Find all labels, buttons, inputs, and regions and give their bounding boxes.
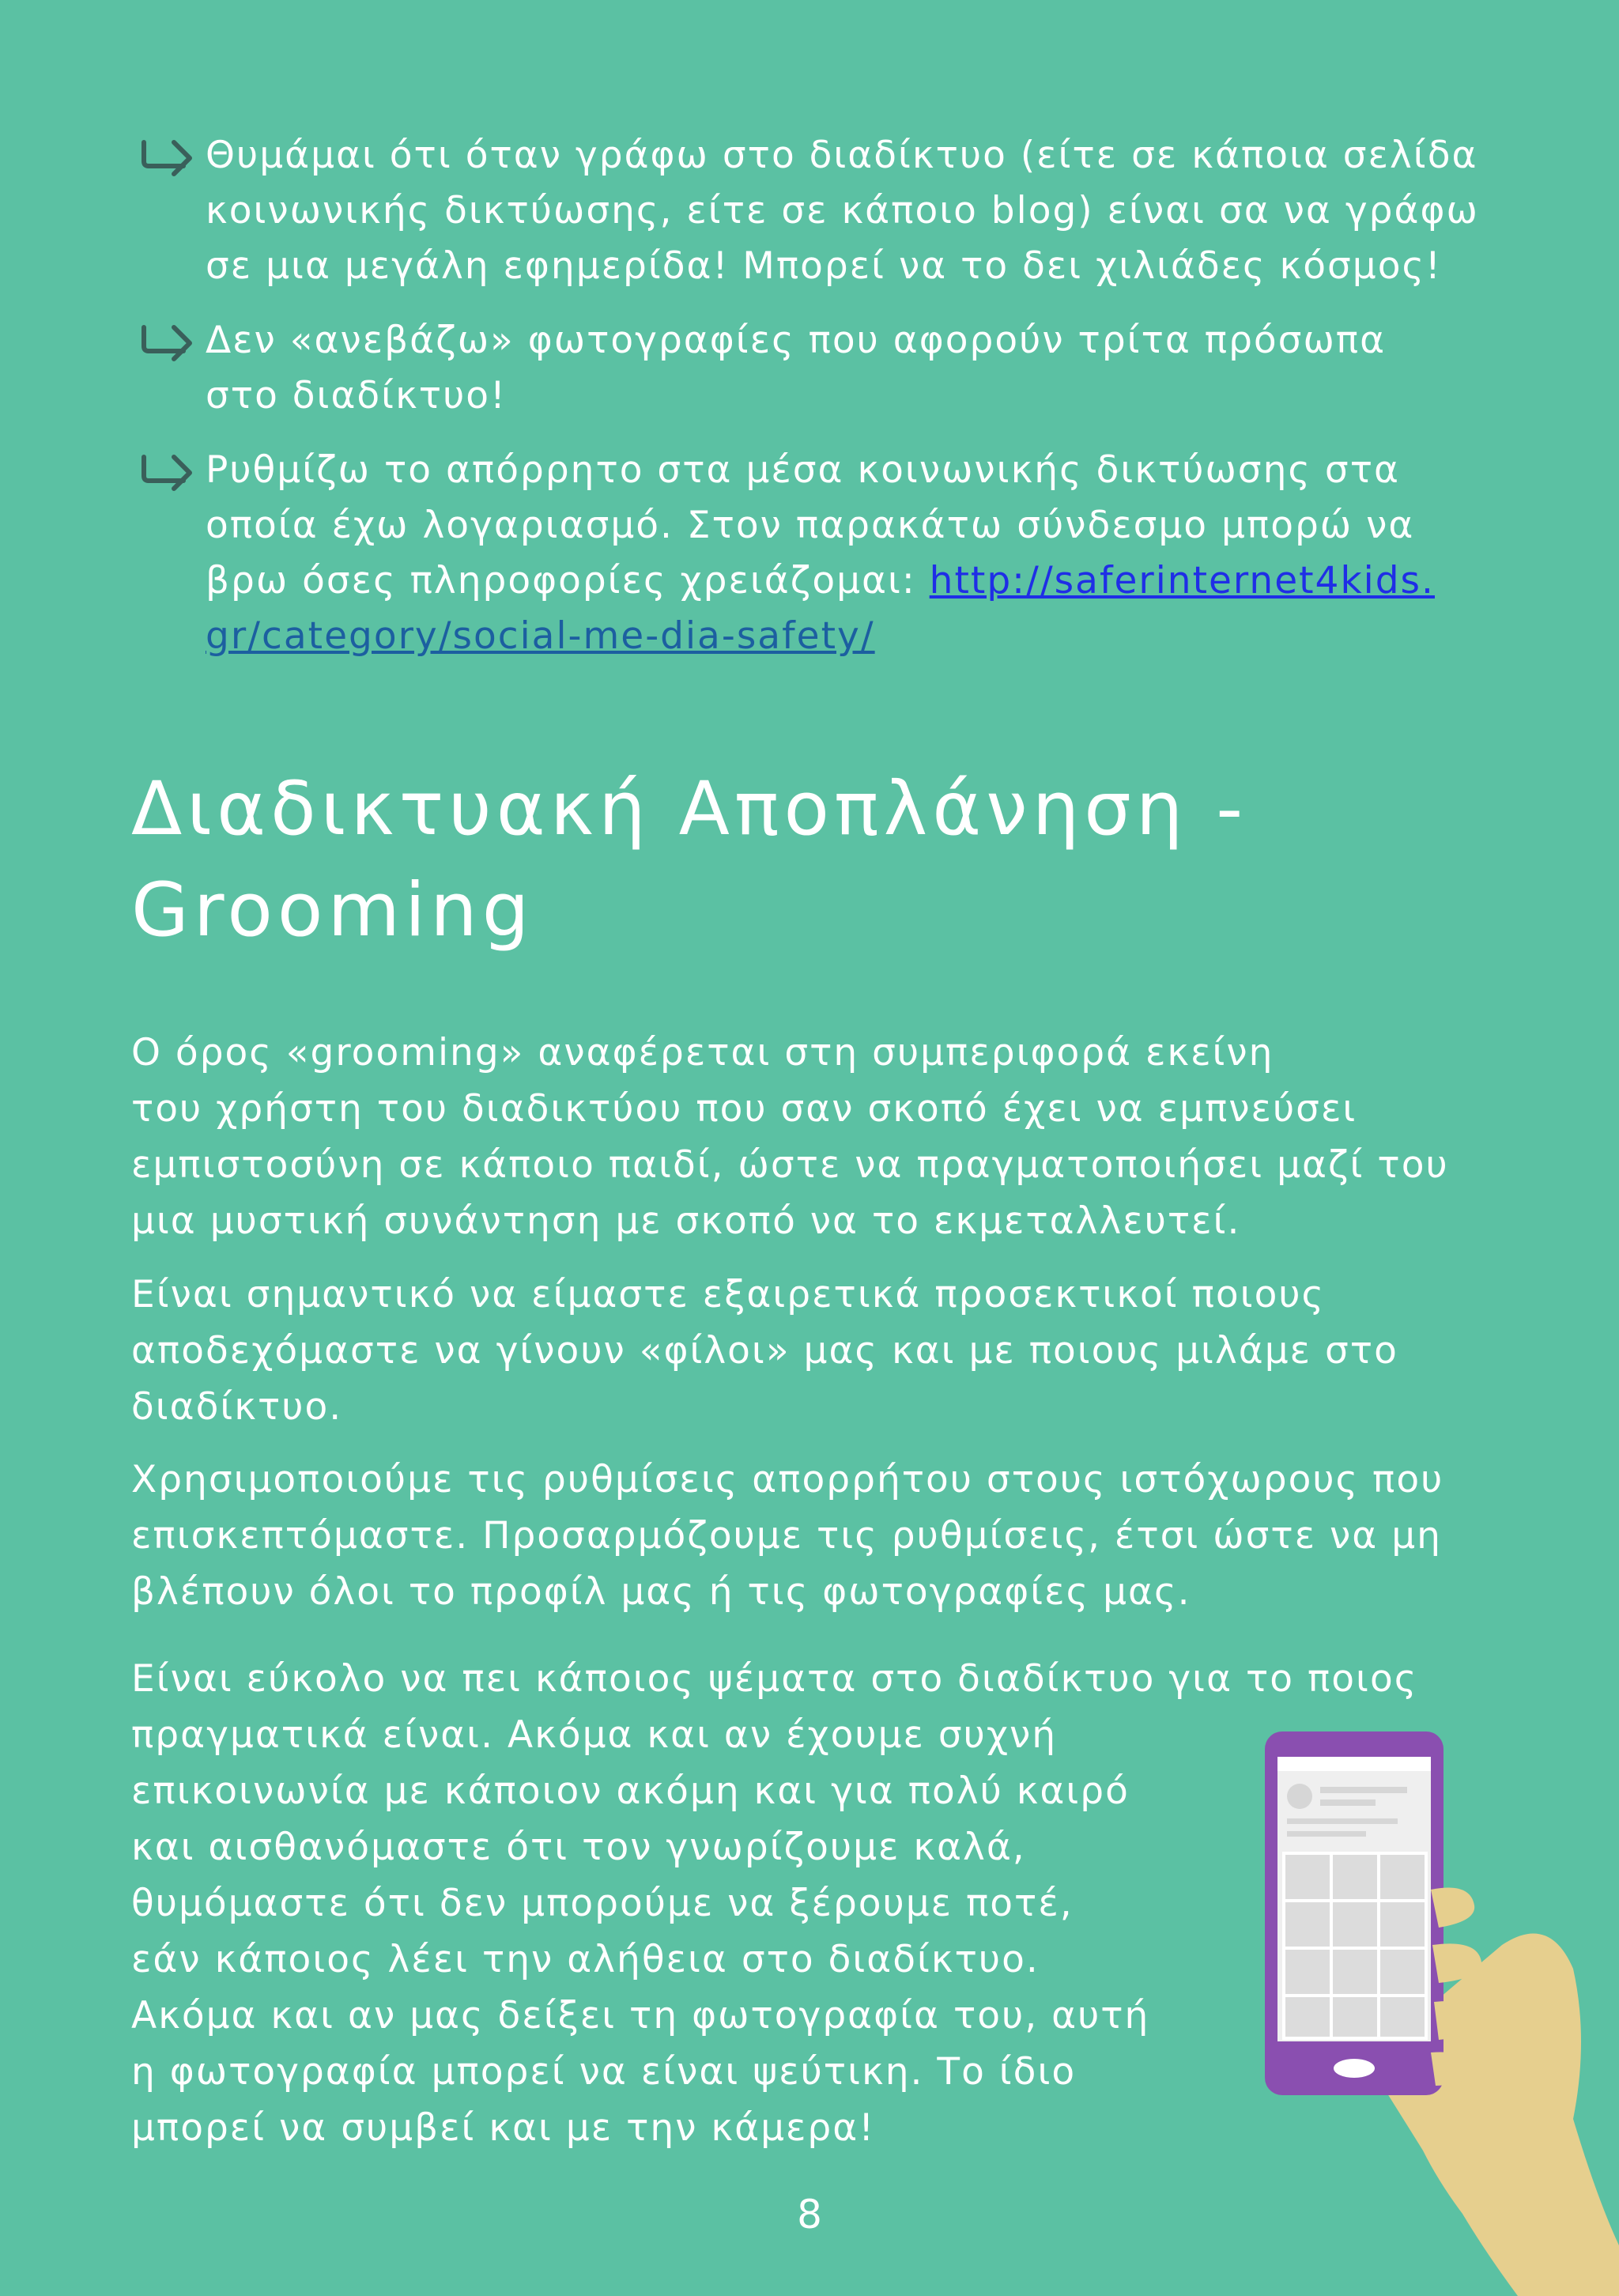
- paragraph-line: βλέπουν όλοι το προφίλ μας ή τις φωτογραφίες μας.: [131, 1570, 1191, 1614]
- bullet-text-line-with-link: [206, 553, 1494, 609]
- bullet-text-line: Ρυθμίζω το απόρρητο στα μέσα κοινωνικής δικτύωσης στα: [206, 448, 1400, 492]
- hand-holding-phone-illustration: [1202, 1708, 1619, 2296]
- bullet-text-line: Θυμάμαι ότι όταν γράφω στο διαδίκτυο (είτε σε κάποια σελίδα: [206, 134, 1478, 177]
- paragraph-line: θυμόμαστε ότι δεν μπορούμε να ξέρουμε ποτέ,: [131, 1882, 1074, 1925]
- bullet-item: [134, 443, 1494, 664]
- page-number: 8: [797, 2192, 822, 2237]
- paragraph-line: πραγματικά είναι. Ακόμα και αν έχουμε συχνή: [131, 1713, 1058, 1757]
- paragraph-line: εμπιστοσύνη σε κάποιο παιδί, ώστε να πραγματοποιήσει μαζί του: [131, 1143, 1449, 1187]
- heading-line: Διαδικτυακή Αποπλάνηση -: [131, 766, 1248, 852]
- bullet-text-fragment: βρω όσες πληροφορίες χρειάζομαι:: [206, 559, 930, 602]
- bullet-item: [134, 128, 1494, 294]
- bullet-text-line: οποία έχω λογαριασμό. Στον παρακάτω σύνδεσμο μπορώ να: [206, 504, 1415, 547]
- paragraph-line: Χρησιμοποιούμε τις ρυθμίσεις απορρήτου στους ιστόχωρους που: [131, 1458, 1444, 1501]
- arrow-right-icon: [139, 452, 199, 493]
- paragraph-line: επισκεπτόμαστε. Προσαρμόζουμε τις ρυθμίσεις, έτσι ώστε να μη: [131, 1514, 1442, 1558]
- paragraph-grooming-definition: [131, 1025, 1449, 1249]
- saferinternet-link-continued[interactable]: gr/category/social-me-dia-safety/: [206, 614, 875, 658]
- paragraph-line: αποδεχόμαστε να γίνουν «φίλοι» μας και με ποιους μιλάμε στο: [131, 1329, 1398, 1373]
- paragraph-line: εάν κάποιος λέει την αλήθεια στο διαδίκτυο.: [131, 1938, 1040, 1981]
- paragraph-line: Ακόμα και αν μας δείξει τη φωτογραφία του, αυτή: [131, 1994, 1150, 2037]
- arrow-right-icon: [139, 138, 199, 179]
- heading-line: Grooming: [131, 867, 534, 954]
- bullet-list: [134, 128, 1494, 683]
- saferinternet-link[interactable]: http://saferinternet4kids.: [929, 559, 1435, 602]
- paragraph-privacy-settings: [131, 1452, 1444, 1620]
- paragraph-line: μπορεί να συμβεί και με την κάμερα!: [131, 2106, 876, 2150]
- section-heading: [131, 759, 1247, 961]
- paragraph-line: Είναι σημαντικό να είμαστε εξαιρετικά προσεκτικοί ποιους: [131, 1273, 1326, 1316]
- bullet-item: [134, 313, 1494, 424]
- paragraph-line: του χρήστη του διαδικτύου που σαν σκοπό έχει να εμπνεύσει: [131, 1087, 1357, 1131]
- paragraph-careful-friends: [131, 1267, 1398, 1435]
- paragraph-line: η φωτογραφία μπορεί να είναι ψεύτικη. Το ίδιο: [131, 2050, 1077, 2094]
- arrow-right-icon: [139, 323, 199, 364]
- bullet-link-line: [206, 609, 1494, 664]
- paragraph-line: Είναι εύκολο να πει κάποιος ψέματα στο διαδίκτυο για το ποιος: [131, 1657, 1418, 1701]
- paragraph-line: και αισθανόμαστε ότι τον γνωρίζουμε καλά,: [131, 1826, 1026, 1869]
- paragraph-line: Ο όρος «grooming» αναφέρεται στη συμπεριφορά εκείνη: [131, 1031, 1274, 1074]
- paragraph-line: διαδίκτυο.: [131, 1385, 343, 1429]
- bullet-text-line: στο διαδίκτυο!: [206, 374, 507, 417]
- paragraph-line: επικοινωνία με κάποιον ακόμη και για πολύ καιρό: [131, 1769, 1130, 1813]
- bullet-text-line: Δεν «ανεβάζω» φωτογραφίες που αφορούν τρίτα πρόσωπα: [206, 319, 1387, 362]
- bullet-text-line: σε μια μεγάλη εφημερίδα! Μπορεί να το δει χιλιάδες κόσμος!: [206, 244, 1442, 288]
- paragraph-line: μια μυστική συνάντηση με σκοπό να το εκμεταλλευτεί.: [131, 1199, 1241, 1243]
- bullet-text-line: κοινωνικής δικτύωσης, είτε σε κάποιο blog) είναι σα να γράφω: [206, 189, 1479, 232]
